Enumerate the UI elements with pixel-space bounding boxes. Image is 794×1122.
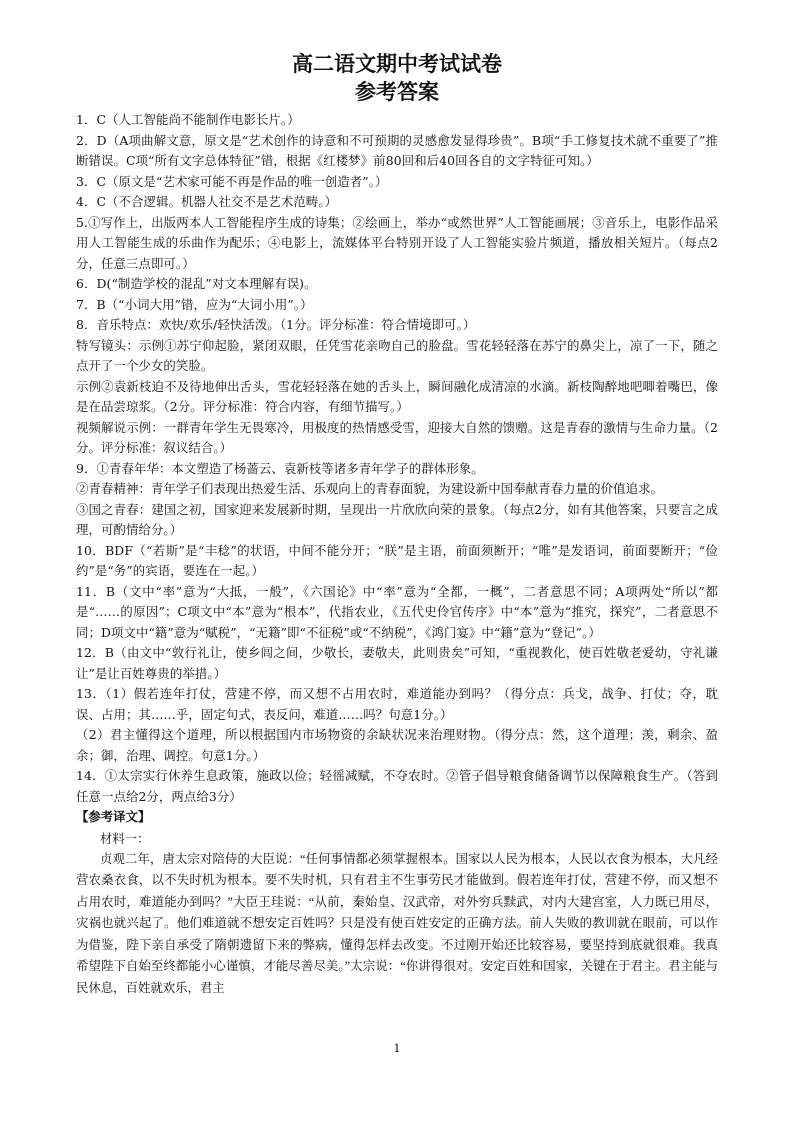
page-number: 1: [393, 1042, 401, 1055]
answer-item: 2．D（A项曲解文意，原文是“艺术创作的诗意和不可预期的灵感愈发显得珍贵”。B项“手工修复技术就不重要了”推断错误。C项“所有文字总体特征”错，根据《红楼梦》前80回和后40回各自的文字特征可知。）: [76, 132, 718, 168]
answer-list: [76, 110, 718, 807]
answer-item: 7．B（“小词大用”错，应为“大词小用”。）: [76, 296, 313, 312]
answer-item: 5.①写作上，出版两本人工智能程序生成的诗集；②绘画上，举办“或然世界”人工智能画展；③音乐上，电影作品采用人工智能生成的乐曲作为配乐；④电影上，流媒体平台特别开设了人工智能实验片频道，播放相关短片。（每点2分，任意三点即可。）: [76, 214, 718, 271]
answer-item: 示例②袁新枝迫不及待地伸出舌头，雪花轻轻落在她的舌头上，瞬间融化成清凉的水滴。新枝陶醉地吧唧着嘴巴，像是在品尝琼浆。（2分。评分标准：符合内容，有细节描写。）: [76, 378, 718, 414]
answer-item: 14．①太宗实行休养生息政策，施政以俭；轻徭减赋，不夺农时。②管子倡导粮食储备调节以保障粮食生产。（答到任意一点给2分，两点给3分）: [76, 768, 718, 804]
document-subtitle: 参考答案: [355, 80, 439, 104]
answer-item: 10．BDF（“若斯”是“丰稔”的状语，中间不能分开；“朕”是主语，前面须断开；“唯”是发语词，前面要断开；“俭约”是“务”的宾语，要连在一起。）: [76, 542, 718, 578]
answer-item: 8．音乐特点：欢快/欢乐/轻快活泼。（1分。评分标准：符合情境即可。）: [76, 317, 476, 332]
material-label: 材料一：: [100, 830, 150, 846]
translation-heading: 【参考译文】: [76, 809, 151, 824]
answer-item: 13．（1）假若连年打仗，营建不停，而又想不占用农时，难道能办到吗？（得分点：兵戈，战争、打仗；夺，耽误、占用；其……乎，固定句式，表反问，难道……吗？句意1分。）: [76, 686, 718, 722]
answer-item: 11．B（文中“率”意为“大抵，一般”，《六国论》中“率”意为“全都，一概”，二者意思不同；A项两处“所以”都是“……的原因”；C项文中“本”意为“根本”，代指农业，《五代史伶官传序》中“本”意为“推究，探究”，二者意思不同；D项文中“籍”意为“赋税”，“无籍”即“不征税”或“不纳税”，《鸿门宴》中“籍”意为“登记”。）: [76, 583, 718, 640]
answer-item: 1．C（人工智能尚不能制作电影长片。）: [76, 112, 300, 127]
answer-item: （2）君主懂得这个道理，所以根据国内市场物资的余缺状况来治理财物。（得分点：然，这个道理；羡，剩余、盈余；御，治理、调控。句意1分。）: [76, 727, 718, 763]
answer-item: 9．①青春年华：本文塑造了杨蔷云、袁新枝等诸多青年学子的群体形象。: [76, 460, 484, 476]
answer-item: 6．D(“制造学校的混乱”对文本理解有误)。: [76, 276, 317, 291]
answer-sheet-page: [76, 50, 718, 999]
answer-item: ③国之青春：建国之初，国家迎来发展新时期，呈现出一片欣欣向荣的景象。（每点2分，如有其他答案，只要言之成理，可酌情给分。）: [76, 501, 718, 537]
document-title: 高二语文期中考试试卷: [292, 52, 502, 76]
translation-paragraph: 贞观二年，唐太宗对陪侍的大臣说：“任何事情都必须掌握根本。国家以人民为根本，人民以衣食为根本，大凡经营农桑衣食，以不失时机为根本。要不失时机，只有君主不生事劳民才能做到。假若连年打仗，营建不停，而又想不占用农时，难道能办到吗？”大臣王珪说：“从前，秦始皇、汉武帝，对外穷兵黩武，对内大建宫室，人力既已用尽，灾祸也就兴起了。他们难道就不想安定百姓吗？只是没有使百姓安定的正确方法。前人失败的教训就在眼前，可以作为借鉴，陛下亲自承受了隋朝遗留下来的弊病，懂得怎样去改变。不过刚开始还比较容易，要坚持到底就很难。我真希望陛下自始至终都能小心谨慎，才能尽善尽美。”太宗说：“你讲得很对。安定百姓和国家，关键在于君主。君主能与民休息，百姓就欢乐，君主: [76, 851, 718, 995]
answer-item: 4．C（不合逻辑。机器人社交不是艺术范畴。）: [76, 194, 338, 209]
answer-item: 视频解说示例：一群青年学生无畏寒冷，用极度的热情感受雪，迎接大自然的馈赠。这是青春的激情与生命力量。（2分。评分标准：叙议结合。）: [76, 419, 718, 455]
answer-item: 12．B（由文中“敦行礼让，使乡闾之间，少敬长，妻敬夫，此则贵矣”可知，“重视教化，使百姓敬老爱幼，守礼谦让”是让百姓尊贵的举措。）: [76, 645, 718, 681]
answer-item: 3．C（原文是“艺术家可能不再是作品的唯一创造者”。）: [76, 173, 388, 189]
answer-item: ②青春精神：青年学子们表现出热爱生活、乐观向上的青春面貌，为建设新中国奉献青春力量的价值追求。: [76, 481, 664, 496]
answer-item: 特写镜头：示例①苏宁仰起脸，紧闭双眼，任凭雪花亲吻自己的脸盘。雪花轻轻落在苏宁的鼻尖上，凉了一下，随之点开了一个少女的笑脸。: [76, 337, 718, 373]
